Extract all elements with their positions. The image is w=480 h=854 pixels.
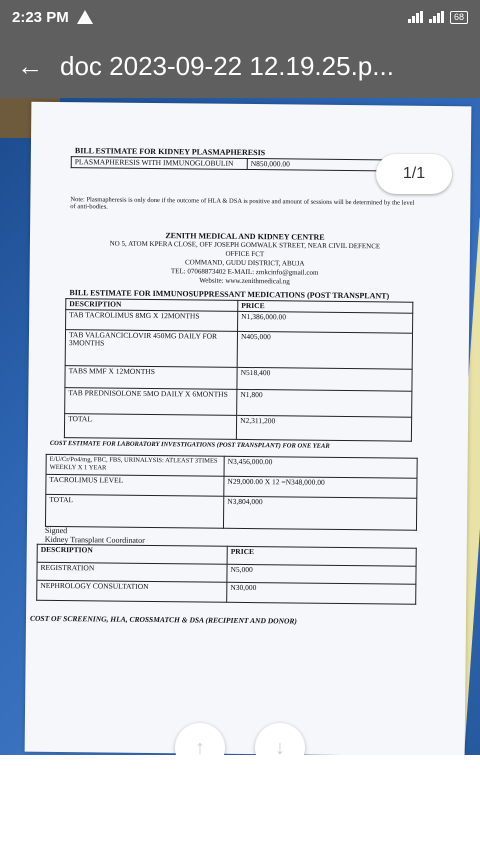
table-cell: N405,000 [237,331,412,369]
address-line-3: COMMAND, GUDU DISTRICT, ABUJA [184,258,305,268]
signal-icon [408,11,423,23]
table-cell: N1,800 [237,389,412,417]
document-paper [25,102,472,755]
table-cell: N2,311,200 [236,415,411,441]
header-description: DESCRIPTION [37,544,227,564]
table-cell: TOTAL [45,494,223,528]
status-icons [408,11,468,24]
status-bar [0,0,480,34]
page-indicator: 1/1 [376,154,452,194]
document-title: doc 2023-09-22 12.19.25.p... [60,50,394,81]
header-price: PRICE [238,300,413,313]
table-row [37,580,416,604]
lab-table [45,454,418,531]
table-cell: N3,456,000.00 [224,456,417,478]
table-row [45,494,416,530]
status-time: 2:23 PM [12,8,69,26]
table-cell: TOTAL [64,414,236,440]
table-cell: N30,000 [227,582,416,604]
plasmapheresis-table [71,156,411,172]
table-cell: N3,804,000 [223,496,416,530]
table-cell: N29,000.00 X 12 =N348,000.00 [224,476,417,498]
battery-icon: 68 [450,11,468,24]
table-cell: N850,000.00 [247,158,410,171]
signed-text: Signed [44,525,68,536]
table-cell: TAB PREDNISOLONE 5MO DAILY X 6MONTHS [65,388,237,416]
screening-title: COST OF SCREENING, HLA, CROSSMATCH & DSA (RECIPIENT AND DONOR) [29,613,297,626]
centre-name: ZENITH MEDICAL AND KIDNEY CENTRE [165,231,325,242]
header-price: PRICE [227,546,416,566]
table-cell: N5,000 [227,564,416,584]
lab-title: COST ESTIMATE FOR LABORATORY INVESTIGATIONS (POST TRANSPLANT) FOR ONE YEAR [49,439,330,450]
arrow-left-icon: ← [17,50,43,81]
contact-line: TEL: 07068873402 E-MAIL: zmkcinfo@gmail.com [170,267,319,277]
table-cell: REGISTRATION [37,562,227,582]
table-cell: E/U/Cr/Po4/mg, FBC, FBS, URINALYSIS: ATLEAST 3TIMES WEEKLY X 1 YEAR [46,454,224,476]
table-cell: TAB TACROLIMUS 8MG X 12MONTHS [66,310,238,332]
coordinator-text: Kidney Transplant Coordinator [44,534,145,545]
immuno-title: BILL ESTIMATE FOR IMMUNOSUPPRESSANT MEDICATIONS (POST TRANSPLANT) [69,288,390,301]
table-cell: TACROLIMUS LEVEL [46,474,224,496]
app-bar [0,34,480,98]
signal-icon-2 [429,11,444,23]
table-cell: N518,400 [237,367,412,391]
note-text: Note: Plasmapheresis is only done if the outcome of HLA & DSA is positive and amount of sessions will be determined by the level of anti-bodies. [70,196,415,211]
table-cell: PLASMAPHERESIS WITH IMMUNOGLOBULIN [71,157,247,170]
plasmapheresis-title: BILL ESTIMATE FOR KIDNEY PLASMAPHERESIS [74,146,266,158]
table-cell: TAB VALGANCICLOVIR 450MG DAILY FOR 3MONTHS [65,330,237,368]
header-description: DESCRIPTION [66,299,238,312]
warning-icon [77,10,93,24]
arrow-up-icon: ↑ [195,736,205,755]
table-cell: TABS MMF X 12MONTHS [65,366,237,390]
table-row [65,388,412,418]
table-row [64,414,411,442]
table-row [65,330,412,370]
address-line-2: OFFICE FCT [225,249,265,259]
website-line: Website: www.zenithmedical.ng [199,276,290,286]
arrow-down-icon: ↓ [275,736,285,755]
table-cell: NEPHROLOGY CONSULTATION [37,580,227,602]
table-row [71,157,410,172]
immuno-table [64,298,413,442]
address-line-1: NO 5, ATOM KPERA CLOSE, OFF JOSEPH GOMWALK STREET, NEAR CIVIL DEFENCE [109,239,381,251]
table-cell: N1,386,000.00 [238,311,413,333]
photo-viewer[interactable] [0,98,480,755]
back-button[interactable] [0,34,60,98]
fees-table [36,544,417,605]
